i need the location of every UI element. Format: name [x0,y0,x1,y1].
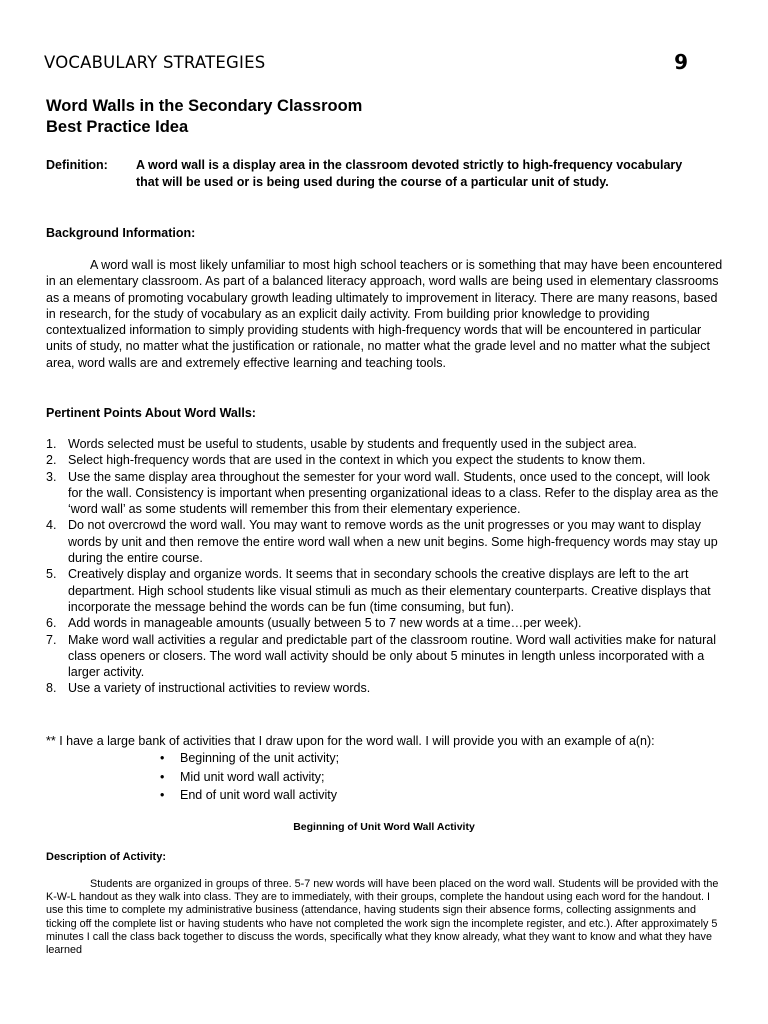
list-item [46,469,726,518]
points-heading: Pertinent Points About Word Walls: [46,406,256,420]
list-item [46,436,726,452]
list-item-number: 2. [46,453,57,468]
title-line-1: Word Walls in the Secondary Classroom [46,97,363,115]
list-item [46,615,726,631]
list-item-text: Use a variety of instructional activities to review words. [68,681,371,696]
list-item-text: Do not overcrowd the word wall. You may want to remove words as the unit progresses or you may want to display words by unit and then remove the entire word wall when a new unit begins. Some high-frequency words may stay up during the entire course. [68,518,718,566]
definition-text: A word wall is a display area in the classroom devoted strictly to high-frequency vocabulary that will be used or is being used during the course of a particular unit of study. [136,158,683,189]
bullet-text: End of unit word wall activity [180,788,338,802]
list-item [46,632,726,681]
activity-bullet-list [160,749,339,805]
list-item-number: 1. [46,437,57,451]
bullet-item [160,786,339,805]
list-item [46,566,726,615]
list-item-text: Use the same display area throughout the semester for your word wall. Students, once used to the concept, will look for the wall. Consistency is important when presenting organizational ideas to a class. Refer to the display area as the ‘word wall’ as some students will remember this from their elementary experience. [68,469,719,517]
list-item-number: 4. [46,518,57,533]
list-item-text: Make word wall activities a regular and predictable part of the classroom routine. Word wall activities make for natural class openers or closers. The word wall activity should be only about 5 minutes in length unless incorporated with a larger activity. [68,632,716,680]
bullet-item [160,768,339,787]
activities-note: ** I have a large bank of activities that I draw upon for the word wall. I will provide you with an example of a(n): [46,734,655,748]
list-item-text: Add words in manageable amounts (usually between 5 to 7 new words at a time…per week). [68,616,582,631]
list-item-text: Select high-frequency words that are used in the context in which you expect the students to know them. [68,453,646,468]
title-line-2: Best Practice Idea [46,118,189,136]
bullet-icon: • [160,769,165,784]
list-item-number: 8. [46,681,57,696]
activity-heading: Beginning of Unit Word Wall Activity [293,821,475,833]
description-label: Description of Activity: [46,851,166,863]
bullet-item [160,749,339,768]
background-paragraph: A word wall is most likely unfamiliar to most high school teachers or is something that may have been encountered in an elementary classroom. As part of a balanced literacy approach, word walls are being used in elementary classrooms as a means of promoting vocabulary growth leading ultimately to improvement in literacy. There are many reasons, based in research, for the study of vocabulary as an explicit daily activity. From building prior knowledge to providing contextualized information to simply providing students with high-frequency words that will be encountered in particular units of study, no matter what the justification or rationale, no matter what the grade level and no matter what the subject area, word walls are and extremely effective learning and teaching tools. [46,258,723,370]
page-number: 9 [674,50,688,74]
list-item-number: 7. [46,632,57,647]
bullet-icon: • [160,751,165,765]
list-item-text: Creatively display and organize words. It seems that in secondary schools the creative displays are left to the art department. High school students like visual stimuli as much as their elementary counterparts. Creative displays that incorporate the message behind the words can be fun (time consuming, but fun). [68,567,711,614]
bullet-icon: • [160,788,165,802]
bullet-text: Mid unit word wall activity; [180,769,325,784]
list-item-number: 6. [46,616,57,631]
section-header: VOCABULARY STRATEGIES [44,53,266,72]
list-item-number: 5. [46,567,57,582]
background-heading: Background Information: [46,226,196,240]
list-item-text: Words selected must be useful to students, usable by students and frequently used in the subject area. [68,437,637,451]
list-item-number: 3. [46,469,57,484]
points-list [46,436,726,697]
description-paragraph: Students are organized in groups of three. 5-7 new words will have been placed on the word wall. Students will be provided with the K-W-L handout as they walk into class. They are to immediately, with their groups, complete the handout using each word for the handout. I use this time to complete my administrative business (attendance, having students sign their absence forms, collecting assignments and ticking off the complete list or having students who have not completed the work sign the incomplete register, and etc.). After approximately 5 minutes I call the class back together to discuss the words, specifically what they know already, what they want to know and what they have learned [46,878,719,957]
definition-label: Definition: [46,158,108,172]
bullet-text: Beginning of the unit activity; [180,751,340,765]
list-item [46,517,726,566]
list-item [46,452,726,468]
document-title [46,96,362,138]
list-item [46,680,726,696]
